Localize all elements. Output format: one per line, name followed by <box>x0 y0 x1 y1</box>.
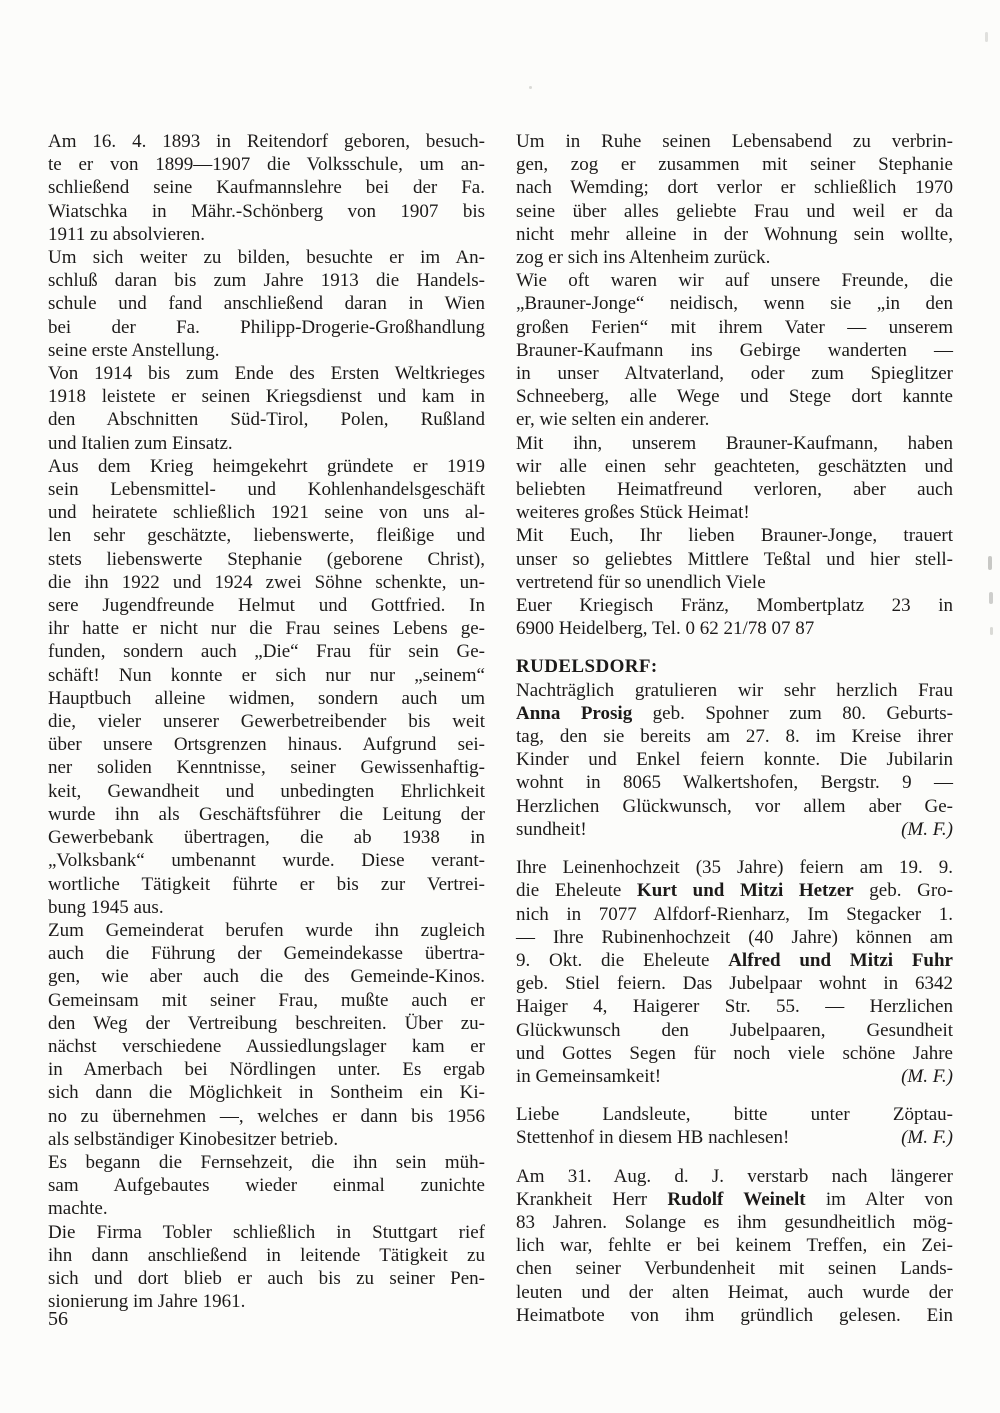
text-line <box>516 972 953 995</box>
text-line <box>48 849 485 872</box>
text-line <box>48 1081 485 1104</box>
body-text: keit, Gewandheit und unbedingten Ehrlichkeit <box>48 780 485 802</box>
body-text: te er von 1899—1907 die Volksschule, um an- <box>48 154 485 176</box>
paragraph <box>516 1103 953 1149</box>
body-text: schließend seine Kaufmannslehre bei der Fa. <box>48 177 485 199</box>
paragraph <box>48 1151 485 1221</box>
text-line <box>516 292 953 315</box>
text-line <box>48 1035 485 1058</box>
text-line <box>48 594 485 617</box>
text-line <box>516 1165 953 1188</box>
body-text: sich und dort blieb er auch bis zu seiner Pen- <box>48 1267 485 1289</box>
body-text: wohnt in 8065 Walkertshofen, Bergstr. 9 — <box>516 772 953 794</box>
text-line <box>48 246 485 269</box>
text-line <box>516 455 953 478</box>
text-line <box>516 1211 953 1234</box>
body-text: ihn dann anschließend in leitende Tätigkeit zu <box>48 1244 485 1266</box>
body-text: Mit ihn, unserem Brauner-Kaufmann, haben <box>516 432 953 454</box>
text-line <box>48 664 485 687</box>
text-line <box>516 856 953 879</box>
text-line <box>48 548 485 571</box>
body-text: „Brauner-Jonge“ neidisch, wenn sie „in den <box>516 293 953 315</box>
text-line <box>516 408 953 431</box>
text-line <box>48 1174 485 1197</box>
text-line <box>516 1188 953 1211</box>
text-line <box>48 826 485 849</box>
body-text: geb. Gro- <box>853 880 953 902</box>
body-text: Gemeinsam mit seiner Frau, mußte auch er <box>48 989 485 1011</box>
body-text: Mit Euch, Ihr lieben Brauner-Jonge, trauert <box>516 525 953 547</box>
body-text: bei der Fa. Philipp-Drogerie-Großhandlung <box>48 316 485 338</box>
body-text: len sehr geschätzte, liebenswerte, fleißige und <box>48 525 485 547</box>
body-text: er, wie selten ein anderer. <box>516 409 710 431</box>
body-text: seine erste Anstellung. <box>48 339 220 361</box>
paragraph <box>516 1165 953 1327</box>
text-line <box>48 733 485 756</box>
body-text: in unser Altvaterland, oder zum Spieglitzer <box>516 363 953 385</box>
scan-artifact <box>990 627 993 635</box>
body-text: Zum Gemeinderat berufen wurde ihn zugleich <box>48 919 485 941</box>
paragraph <box>516 679 953 841</box>
text-line <box>516 153 953 176</box>
text-line <box>48 176 485 199</box>
paragraph <box>48 919 485 989</box>
body-text: Von 1914 bis zum Ende des Ersten Weltkrieges <box>48 363 485 385</box>
paragraph <box>48 1221 485 1314</box>
body-text: Krankheit Herr <box>516 1188 668 1210</box>
text-line <box>516 316 953 339</box>
body-text: leuten und der alten Heimat, auch wurde der <box>516 1281 953 1303</box>
text-line <box>48 919 485 942</box>
body-text: Wiatschka in Mähr.-Schönberg von 1907 bis <box>48 200 485 222</box>
text-line <box>516 548 953 571</box>
text-line <box>48 687 485 710</box>
body-text: Um in Ruhe seinen Lebensabend zu verbrin- <box>516 131 953 152</box>
body-text: 1911 zu absolvieren. <box>48 223 206 245</box>
text-line <box>516 1019 953 1042</box>
text-line <box>48 617 485 640</box>
text-line <box>48 130 485 153</box>
body-text: 9. Okt. die Eheleute <box>516 949 729 971</box>
body-text: die ihn 1922 und 1924 zwei Söhne schenkte, un- <box>48 571 485 593</box>
body-text: Kinder und Enkel feiern konnte. Die Jubilarin <box>516 749 953 771</box>
text-line <box>516 926 953 949</box>
text-line <box>48 339 485 362</box>
bold-name-text: Rudolf Weinelt <box>667 1188 806 1210</box>
text-line <box>516 795 953 818</box>
body-text: Gewerbebank übertragen, die ab 1938 in <box>48 827 485 849</box>
text-line <box>48 478 485 501</box>
text-line <box>516 655 953 678</box>
body-text: schluß daran bis zum Jahre 1913 die Handels- <box>48 270 485 292</box>
text-line <box>516 1304 953 1327</box>
text-line <box>48 756 485 779</box>
body-text: Stettenhof in diesem HB nachlesen! <box>516 1127 790 1149</box>
body-text: Brauner-Kaufmann ins Gebirge wanderten — <box>516 339 953 361</box>
body-text: Heimatbote von ihm gründlich gelesen. Ein <box>516 1304 953 1326</box>
text-line <box>516 269 953 292</box>
text-line <box>516 1126 953 1149</box>
body-text: Am 31. Aug. d. J. verstarb nach längerer <box>516 1165 953 1187</box>
text-line <box>48 269 485 292</box>
text-line <box>516 478 953 501</box>
body-text: chen seiner Verbundenheit mit seinen Lands- <box>516 1258 953 1280</box>
text-line <box>516 594 953 617</box>
text-line <box>48 1012 485 1035</box>
section-heading <box>516 655 953 678</box>
text-line <box>516 771 953 794</box>
text-line <box>48 873 485 896</box>
text-line <box>48 1290 485 1313</box>
text-line <box>48 1151 485 1174</box>
bold-name-text: Alfred und Mitzi Fuhr <box>728 949 953 971</box>
body-text: Nachträglich gratulieren wir sehr herzlich Frau <box>516 679 953 701</box>
body-text: Um sich weiter zu bilden, besuchte er im An- <box>48 247 485 269</box>
text-line <box>48 362 485 385</box>
line-left-text <box>516 1126 789 1149</box>
body-text: nach Wemding; dort verlor er schließlich 1970 <box>516 177 953 199</box>
body-text: sam Aufgebautes wieder einmal zunichte <box>48 1175 485 1197</box>
body-text: gen, zog er zusammen mit seiner Stephanie <box>516 154 953 176</box>
body-text: in Amerbach bei Nördlingen unter. Es ergab <box>48 1059 485 1081</box>
right-column <box>516 130 953 1327</box>
body-text: tag, den sie bereits am 27. 8. im Kreise ihrer <box>516 726 953 748</box>
body-text: auch die Führung der Gemeindekasse übertra- <box>48 943 485 965</box>
paragraph <box>516 524 953 594</box>
body-text: Glückwunsch den Jubelpaaren, Gesundheit <box>516 1019 953 1041</box>
paragraph <box>516 594 953 640</box>
text-line <box>48 385 485 408</box>
body-text: nicht mehr alleine in der Wohnung sein wollte, <box>516 223 953 245</box>
text-line <box>516 200 953 223</box>
body-text: — Ihre Rubinenhochzeit (40 Jahre) können am <box>516 926 953 948</box>
text-line <box>48 803 485 826</box>
paragraph <box>48 362 485 455</box>
body-text: lich war, fehlte er bei keinem Treffen, ein Zei- <box>516 1235 953 1257</box>
text-line <box>48 1058 485 1081</box>
body-text: vertretend für so unendlich Viele <box>516 571 766 593</box>
body-text: RUDELSDORF: <box>516 656 658 678</box>
text-line <box>516 1234 953 1257</box>
body-text: als selbständiger Kinobesitzer betrieb. <box>48 1128 339 1150</box>
body-text: Schneeberg, alle Wege und Stege dort kannte <box>516 386 953 408</box>
body-text: in Gemeinsamkeit! <box>516 1065 662 1087</box>
text-line <box>516 1103 953 1126</box>
body-text: und heiratete schließlich 1921 seine von uns al- <box>48 502 485 524</box>
paragraph <box>516 269 953 431</box>
body-text: geb. Stiel feiern. Das Jubelpaar wohnt in 6342 <box>516 973 953 995</box>
body-text: schäft! Nun konnte er sich nur nur „seinem“ <box>48 664 485 686</box>
body-text: geb. Spohner zum 80. Geburts- <box>632 702 953 724</box>
body-text: „Volksbank“ umbenannt wurde. Diese verant- <box>48 850 485 872</box>
body-text: wir alle einen sehr geachteten, geschätzten und <box>516 455 953 477</box>
signature-initials: (M. F.) <box>901 1127 953 1149</box>
text-line <box>48 1197 485 1220</box>
text-line <box>516 702 953 725</box>
text-line <box>516 1257 953 1280</box>
text-line <box>48 501 485 524</box>
text-line <box>48 780 485 803</box>
body-text: no zu übernehmen —, welches er dann bis 1956 <box>48 1105 485 1127</box>
body-text: beliebten Heimatfreund verloren, aber auch <box>516 479 953 501</box>
body-text: den Abschnitten Süd-Tirol, Polen, Rußland <box>48 409 485 431</box>
text-line <box>48 1244 485 1267</box>
body-text: 1918 leistete er seinen Kriegsdienst und kam in <box>48 386 485 408</box>
body-text: Wie oft waren wir auf unsere Freunde, die <box>516 270 953 292</box>
page-number: 56 <box>48 1308 68 1330</box>
bold-name-text: Anna Prosig <box>516 702 633 724</box>
text-line <box>48 989 485 1012</box>
text-line <box>48 200 485 223</box>
text-line <box>516 130 953 153</box>
body-text: funden, sondern auch „Die“ Frau für sein Ge- <box>48 641 485 663</box>
body-text: im Alter von <box>805 1188 953 1210</box>
body-text: Haiger 4, Haigerer Str. 55. — Herzlichen <box>516 996 953 1018</box>
text-line <box>48 896 485 919</box>
body-text: schule und fand anschließend daran in Wien <box>48 293 485 315</box>
body-text: Aus dem Krieg heimgekehrt gründete er 1919 <box>48 455 485 477</box>
body-text: 83 Jahren. Solange es ihm gesundheitlich mög- <box>516 1211 953 1233</box>
body-text: und Italien zum Einsatz. <box>48 432 233 454</box>
text-line <box>48 316 485 339</box>
text-line <box>48 942 485 965</box>
paragraph <box>48 455 485 919</box>
text-line <box>516 223 953 246</box>
scan-artifact <box>529 86 532 89</box>
body-text: sionierung im Jahre 1961. <box>48 1291 246 1313</box>
body-text: den Weg der Vertreibung beschreiten. Über zu- <box>48 1012 485 1034</box>
body-text: zog er sich ins Altenheim zurück. <box>516 247 771 269</box>
body-text: seine über alles geliebte Frau und weil er da <box>516 200 953 222</box>
text-line <box>48 1128 485 1151</box>
scan-artifact <box>988 556 992 570</box>
body-text: sein Lebensmittel- und Kohlenhandelsgeschäft <box>48 479 485 501</box>
paragraph <box>48 989 485 1151</box>
body-text: bung 1945 aus. <box>48 896 164 918</box>
text-line <box>48 153 485 176</box>
text-line <box>48 1105 485 1128</box>
text-line <box>516 748 953 771</box>
body-text: Liebe Landsleute, bitte unter Zöptau- <box>516 1104 953 1126</box>
text-line <box>48 640 485 663</box>
text-line <box>516 339 953 362</box>
body-text: die Eheleute <box>516 880 637 902</box>
text-line <box>516 571 953 594</box>
text-line <box>516 679 953 702</box>
text-line <box>516 362 953 385</box>
text-line <box>516 176 953 199</box>
text-line <box>48 710 485 733</box>
text-line <box>516 385 953 408</box>
text-line <box>516 1042 953 1065</box>
text-line <box>516 246 953 269</box>
text-line <box>48 965 485 988</box>
body-text: sundheit! <box>516 818 587 840</box>
text-line <box>48 1221 485 1244</box>
text-line <box>48 408 485 431</box>
text-line <box>48 524 485 547</box>
body-text: Herzlichen Glückwunsch, vor allem aber Ge- <box>516 795 953 817</box>
body-text: Am 16. 4. 1893 in Reitendorf geboren, besuch- <box>48 131 485 152</box>
body-text: über unsere Ortsgrenzen hinaus. Aufgrund sei- <box>48 734 485 756</box>
paragraph <box>48 246 485 362</box>
body-text: Ihre Leinenhochzeit (35 Jahre) feiern am 19. 9. <box>516 857 953 879</box>
body-text: Die Firma Tobler schließlich in Stuttgart rief <box>48 1221 485 1243</box>
line-left-text <box>516 1065 661 1088</box>
body-text: Hauptbuch alleine widmen, sondern auch um <box>48 687 485 709</box>
paragraph <box>516 432 953 525</box>
text-line <box>516 617 953 640</box>
body-text: machte. <box>48 1198 108 1220</box>
text-line <box>516 879 953 902</box>
body-text: nich in 7077 Alfdorf-Rienharz, Im Stegacker 1. <box>516 903 953 925</box>
signature-initials: (M. F.) <box>901 1065 953 1087</box>
text-line <box>516 501 953 524</box>
text-line <box>48 571 485 594</box>
body-text: ner soliden Kenntnisse, seiner Gewissenhaftig- <box>48 757 485 779</box>
body-text: weiteres großes Stück Heimat! <box>516 502 750 524</box>
text-line <box>48 1267 485 1290</box>
text-line <box>516 818 953 841</box>
text-line <box>48 455 485 478</box>
text-line <box>516 995 953 1018</box>
body-text: ihr hatte er nicht nur die Frau seines Lebens ge- <box>48 618 485 640</box>
text-line <box>516 1281 953 1304</box>
text-line <box>48 223 485 246</box>
body-text: wurde ihn als Geschäftsführer die Leitung der <box>48 803 485 825</box>
text-line <box>516 903 953 926</box>
body-text: großen Ferien“ mit ihrem Vater — unserem <box>516 316 953 338</box>
body-text: Euer Kriegisch Fränz, Mombertplatz 23 in <box>516 595 953 617</box>
body-text: sich dann die Möglichkeit in Sontheim ein Ki- <box>48 1082 485 1104</box>
body-text: Es begann die Fernsehzeit, die ihn sein müh- <box>48 1151 485 1173</box>
body-text: stets liebenswerte Stephanie (geborene Christ), <box>48 548 485 570</box>
text-line <box>516 524 953 547</box>
line-left-text <box>516 818 587 841</box>
body-text: nächst verschiedene Aussiedlungslager kam er <box>48 1035 485 1057</box>
text-line <box>516 949 953 972</box>
text-line <box>48 432 485 455</box>
body-text: 6900 Heidelberg, Tel. 0 62 21/78 07 87 <box>516 618 815 640</box>
body-text: unser so geliebtes Mittlere Teßtal und hier stell- <box>516 548 953 570</box>
text-line <box>48 292 485 315</box>
scan-artifact <box>985 32 988 42</box>
paragraph <box>516 130 953 269</box>
body-text: sere Jugendfreunde Helmut und Gottfried. In <box>48 595 485 617</box>
paragraph <box>48 130 485 246</box>
body-text: die, vieler unserer Gewerbetreibender bis weit <box>48 711 485 733</box>
scan-artifact <box>989 592 993 604</box>
text-line <box>516 725 953 748</box>
left-column <box>48 130 485 1313</box>
paragraph <box>516 856 953 1088</box>
text-line <box>516 432 953 455</box>
body-text: gen, wie aber auch die des Gemeinde-Kinos. <box>48 966 485 988</box>
body-text: und Gottes Segen für noch viele schöne Jahre <box>516 1042 953 1064</box>
body-text: wortliche Tätigkeit führte er bis zur Vertrei- <box>48 873 485 895</box>
bold-name-text: Kurt und Mitzi Hetzer <box>636 880 854 902</box>
text-line <box>516 1065 953 1088</box>
signature-initials: (M. F.) <box>901 818 953 840</box>
